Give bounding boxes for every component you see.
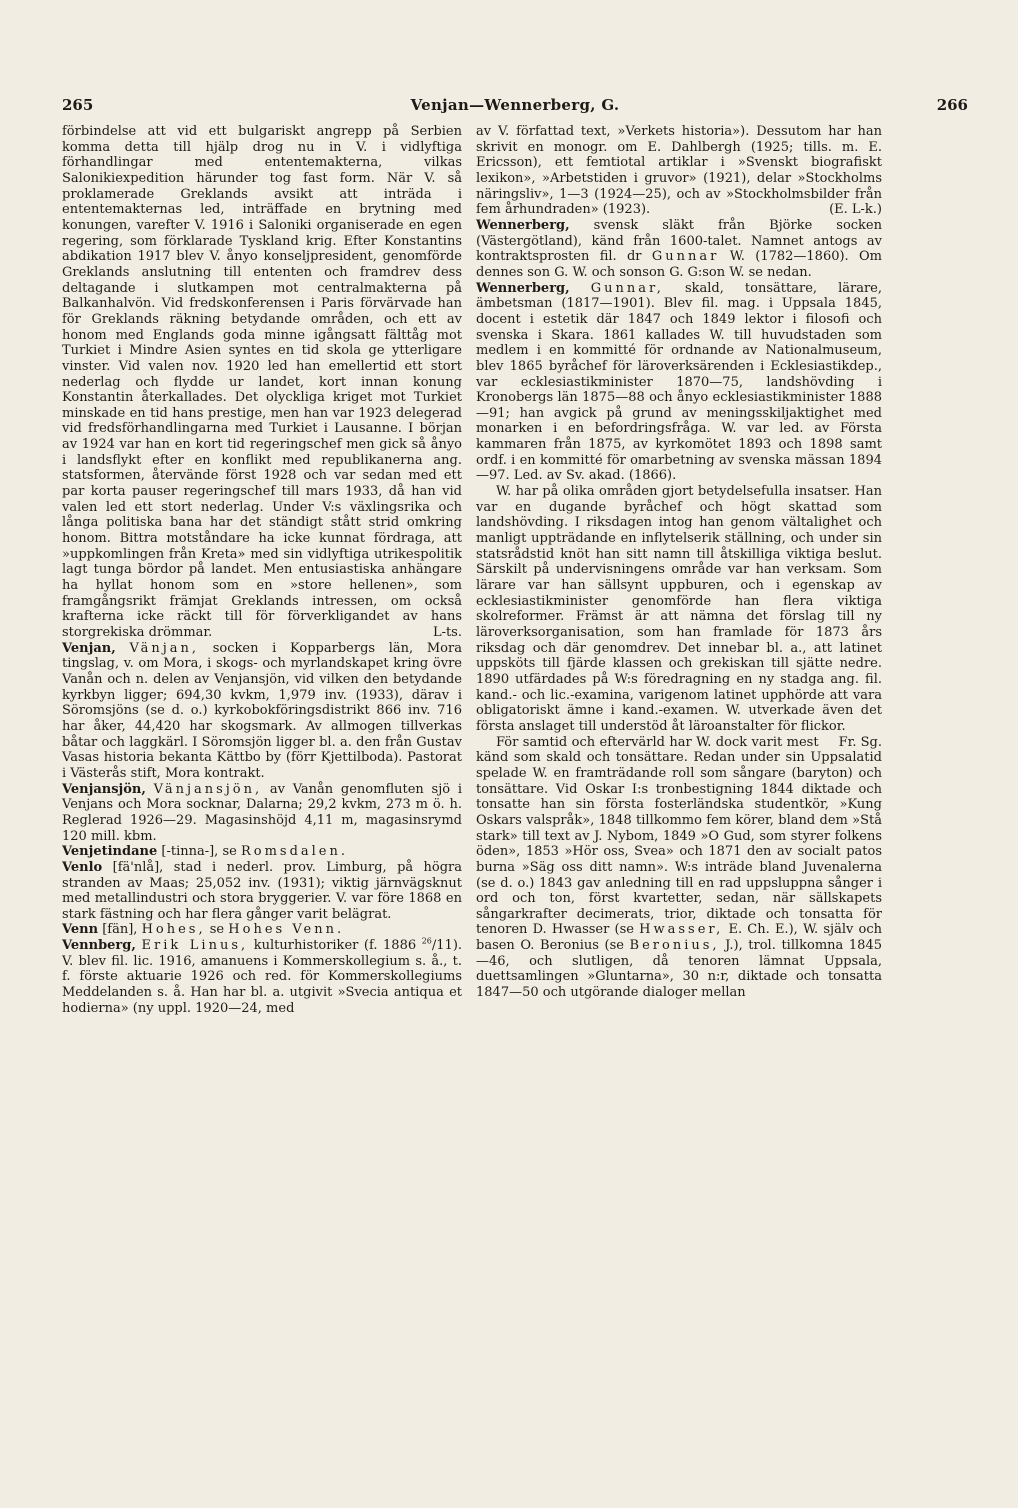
entry-headword: Venn xyxy=(62,922,99,938)
cross-reference: Romsdalen. xyxy=(240,844,348,860)
entry-headword: Wennerberg, xyxy=(476,280,570,296)
entry-wennerberg-gunnar: Wennerberg, Gunnar, skald, tonsättare, lärare, ämbetsman (1817—1901). Blev fil. mag. i Uppsala 1845, docent i estetik där 1847 och 1849 lektor i filosofi och svenska i Skara. 1861 kallades W. till huvudstaden som medlem i en kommitté för ordnande av Nationalmuseum, blev 1865 byråchef för läroverksärenden i Ecklesiastikdep., var ecklesiastikminister 1870—75, landshövding i Kronobergs län 1875—88 och ånyo ecklesiastikminister 1888—91; han avgick på grund av meningsskiljaktighet med monarken i en befordringsfråga. W. var led. av Första kammaren från 1875, av kyrkomötet 1893 och 1898 samt ordf. i en kommitté för omarbetning av svenska mässan 1894—97. Led. av Sv. akad. (1866). xyxy=(476,280,882,484)
vennberg-continuation: av V. författad text, »Verkets historia»). Dessutom har han skrivit en monogr. om E. Dahlbergh (1925; tills. m. E. Ericsson), ett femtiotal artiklar i »Svenskt biografiskt lexikon», »Arbetstiden i gruvor» (1921), delar »Stockholms näringsliv», 1—3 (1924—25), och av »Stockholmsbilder från fem århundraden» (1923). (E. L-k.) xyxy=(476,124,882,218)
right-column xyxy=(476,124,882,1001)
running-head: Venjan—Wennerberg, G. xyxy=(410,96,620,114)
page-header xyxy=(62,96,968,118)
entry-venjan: Venjan, Vänjan, socken i Kopparbergs län, Mora tingslag, v. om Mora, i skogs- och myrlandskapet kring övre Vanån och n. delen av Venjansjön, vid vilken den betydande kyrkbyn ligger; 694,30 kvkm, 1,979 inv. (1933), därav i Söromsjöns (se d. o.) kyrkobokföringsdistrikt 866 inv. 716 har åker, 44,420 har skogsmark. Av allmogen tillverkas båtar och laggkärl. I Söromsjön ligger bl. a. den från Gustav Vasas historia bekanta Kättbo by (förr Kjettilboda). Pastorat i Västerås stift, Mora kontrakt. xyxy=(62,640,462,781)
entry-venjetindane: Venjetindane [-tinna-], se Romsdalen. xyxy=(62,844,348,860)
entry-headword: Venjetindane xyxy=(62,844,158,860)
page-number-right: 266 xyxy=(936,96,968,114)
entry-headword: Venlo xyxy=(62,859,103,875)
entry-headword: Vennberg, xyxy=(62,938,136,954)
paragraph: W. har på olika områden gjort betydelsefulla insatser. Han var en dugande byråchef och högt skattad som landshövding. I riksdagen intog han genom vältalighet och manligt uppträdande en inflytelserik ställning, och under sin statsrådstid knöt han sitt namn till åtskilliga viktiga beslut. Särskilt på undervisningens område var han verksam. Som lärare var han sällsynt uppburen, och i egenskap av ecklesiastikminister genomförde han flera viktiga skolreformer. Främst är att nämna det förslag till ny läroverksorganisation, som han framlade för 1873 års riksdag och där genomdrev. Det innebar bl. a., att latinet uppsköts till fjärde klassen och grekiskan till sjätte nedre. 1890 utfärdades på W:s föredragning en ny stadga ang. fil. kand.- och lic.-examina, varigenom latinet upphörde att vara obligatoriskt ämne i kand.-examen. W. utverkade även det första anslaget till understöd åt läroanstalter för flickor. Fr. Sg. xyxy=(476,484,882,750)
signature: (E. L-k.) xyxy=(829,202,882,218)
entry-venlo: Venlo [fä'nlå], stad i nederl. prov. Limburg, på högra stranden av Maas; 25,052 inv. (1931); viktig järnvägsknut med metallindustri och stora bryggerier. V. var före 1868 en stark fästning och har flera gånger varit belägrat. xyxy=(62,859,462,922)
paragraph: För samtid och eftervärld har W. dock varit mest känd som skald och tonsättare. Redan under sin Uppsalatid spelade W. en framträdande roll som sångare (baryton) och tonsättare. Vid Oskar I:s tronbestigning 1844 diktade och tonsatte han sin första fosterländska studentkör, »Kung Oskars valspråk», 1848 tillkommo fem körer, bland dem »Stå stark» till text av J. Nybom, 1849 »O Gud, som styrer folkens öden», 1853 »Hör oss, Svea» och 1871 den av socialt patos burna »Säg oss ditt namn». W:s inträde bland Juvenalerna (se d. o.) 1843 gav anledning till en rad uppsluppna sånger i ord och ton, först kvartetter, sedan, när sällskapets sångarkrafter decimerats, trior, diktade och tonsatta för tenoren D. Hwasser (se Hwasser, E. Ch. E.), W. själv och basen O. Beronius (se Beronius, J.), trol. tillkomna 1845—46, och slutligen, då tenoren lämnat Uppsala, duettsamlingen »Gluntarna», 30 n:r, diktade och tonsatta 1847—50 och utgörande dialoger mellan xyxy=(476,734,882,1001)
signature: Fr. Sg. xyxy=(838,734,882,750)
cross-reference: Hohes Venn. xyxy=(228,922,345,938)
entry-wennerberg-family: Wennerberg, svensk släkt från Björke socken (Västergötland), känd från 1600-talet. Namnet antogs av kontraktsprosten fil. dr Gunnar W. (1782—1860). Om dennes son G. W. och sonson G. G:son W. se nedan. xyxy=(476,217,883,280)
venizelos-continuation: förbindelse att vid ett bulgariskt angrepp på Serbien komma detta till hjälp drog nu in V. i vidlyftiga förhandlingar med ententemakterna, vilkas Salonikiexpedition härunder tog fast form. När V. så proklamerade Greklands avsikt att inträda i ententemakternas led, inträffade en brytning med konungen, varefter V. 1916 i Saloniki organiserade en egen regering, som förklarade Tyskland krig. Efter Konstantins abdikation 1917 blev V. ånyo konseljpresident, genomförde Greklands anslutning till ententen och framdrev dess deltagande i slutkampen mot centralmakterna på Balkanhalvön. Vid fredskonferensen i Paris förvärvade han för Greklands räkning betydande områden, och ett av honom med Englands goda minne igångsatt fälttåg mot Turkiet i Mindre Asien syntes en tid skola ge ytterligare vinster. Vid valen nov. 1920 led han emellertid ett stort nederlag och flydde ur landet, kort innan konung Konstantin återkallades. Det olyckliga kriget mot Turkiet minskade en tid hans prestige, men han var 1923 delegerad vid fredsförhandlingarna med Turkiet i Lausanne. I början av 1924 var han en kort tid regeringschef men gick så ånyo i landsflykt efter en konflikt med republikanerna ang. statsformen, återvände först 1928 och var sedan med ett par korta pauser regeringschef till mars 1933, då han vid valen led ett stort nederlag. Under V:s växlingsrika och långa politiska bana har det ständigt stått strid omkring honom. Bittra motståndare ha icke kunnat fördraga, att »uppkomlingen från Kreta» med sin vidlyftiga utrikespolitik lagt tunga bördor på landet. Men entusiastiska anhängare ha hyllat honom som en »store hellenen», som framgångsrikt främjat Greklands intressen, om också krafterna icke räckt till för förverkligandet av hans storgrekiska drömmar. L-ts. xyxy=(62,124,462,640)
entry-headword: Venjansjön, xyxy=(62,781,146,797)
entry-headword: Venjan, xyxy=(62,640,116,656)
left-column xyxy=(62,124,462,1016)
entry-venjansjon: Venjansjön, Vänjansjön, av Vanån genomfluten sjö i Venjans och Mora socknar, Dalarna; 29,2 kvkm, 273 m ö. h. Reglerad 1926—29. Magasinshöjd 4,11 m, magasinsrymd 120 mill. kbm. xyxy=(62,781,462,844)
entry-headword: Wennerberg, xyxy=(476,217,570,233)
entry-venn: Venn [fän], Hohes, se Hohes Venn. xyxy=(62,922,345,938)
signature: L-ts. xyxy=(432,625,462,640)
page-number-left: 265 xyxy=(62,96,94,114)
entry-vennberg: Vennberg, Erik Linus, kulturhistoriker (f. 1886 $^{26}$/11). V. blev fil. lic. 1916, amanuens i Kommerskollegium s. å., t. f. förste aktuarie 1926 och red. för Kommerskollegiums Meddelanden s. å. Han har bl. a. utgivit »Svecia antiqua et hodierna» (ny uppl. 1920—24, med xyxy=(62,936,463,1016)
